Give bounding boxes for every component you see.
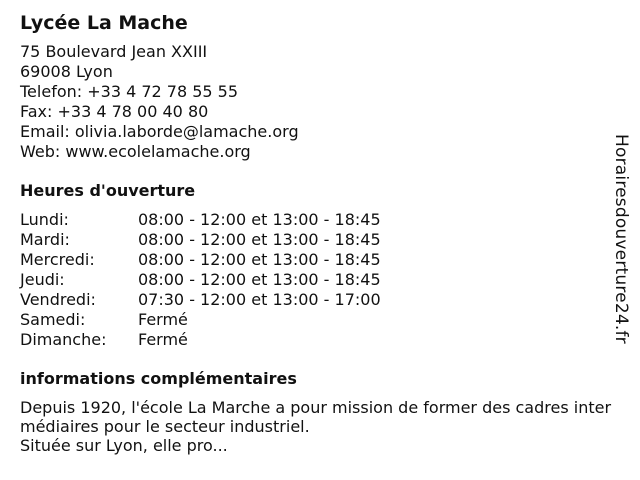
hours-day: Dimanche: [20,330,107,349]
email-address: Email: olivia.laborde@lamache.org [20,122,299,141]
additional-info-heading: informations complémentaires [20,369,297,388]
school-info-card [20,10,620,455]
address-line-1: 75 Boulevard Jean XXIII [20,42,208,61]
hours-time: 08:00 - 12:00 et 13:00 - 18:45 [138,210,381,229]
opening-hours-heading: Heures d'ouverture [20,181,196,200]
opening-hours-table [20,210,381,350]
hours-day: Mardi: [20,230,70,249]
hours-day: Lundi: [20,210,69,229]
hours-row [20,310,381,330]
hours-row [20,210,381,230]
contact-block [20,42,620,162]
phone-number: Telefon: +33 4 72 78 55 55 [20,82,239,101]
hours-time: Fermé [138,330,188,349]
fax-number: Fax: +33 4 78 00 40 80 [20,102,209,121]
hours-time: 08:00 - 12:00 et 13:00 - 18:45 [138,270,381,289]
hours-day: Mercredi: [20,250,95,269]
hours-row [20,270,381,290]
hours-time: Fermé [138,310,188,329]
website-address: Web: www.ecolelamache.org [20,142,251,161]
hours-row [20,250,381,270]
hours-row [20,230,381,250]
additional-info-text-truncated: Située sur Lyon, elle pro... [20,436,228,455]
hours-row [20,330,381,350]
additional-info-text: Depuis 1920, l'école La Marche a pour mission de former des cadres intermédiaires pour le secteur industriel. [20,398,612,436]
hours-time: 07:30 - 12:00 et 13:00 - 17:00 [138,290,381,309]
school-name: Lycée La Mache [20,12,188,34]
hours-day: Vendredi: [20,290,96,309]
hours-day: Jeudi: [20,270,65,289]
hours-time: 08:00 - 12:00 et 13:00 - 18:45 [138,250,381,269]
address-line-2: 69008 Lyon [20,62,113,81]
hours-time: 08:00 - 12:00 et 13:00 - 18:45 [138,230,381,249]
hours-row [20,290,381,310]
hours-day: Samedi: [20,310,86,329]
site-brand-watermark: Horairesdouverture24.fr [611,134,631,344]
